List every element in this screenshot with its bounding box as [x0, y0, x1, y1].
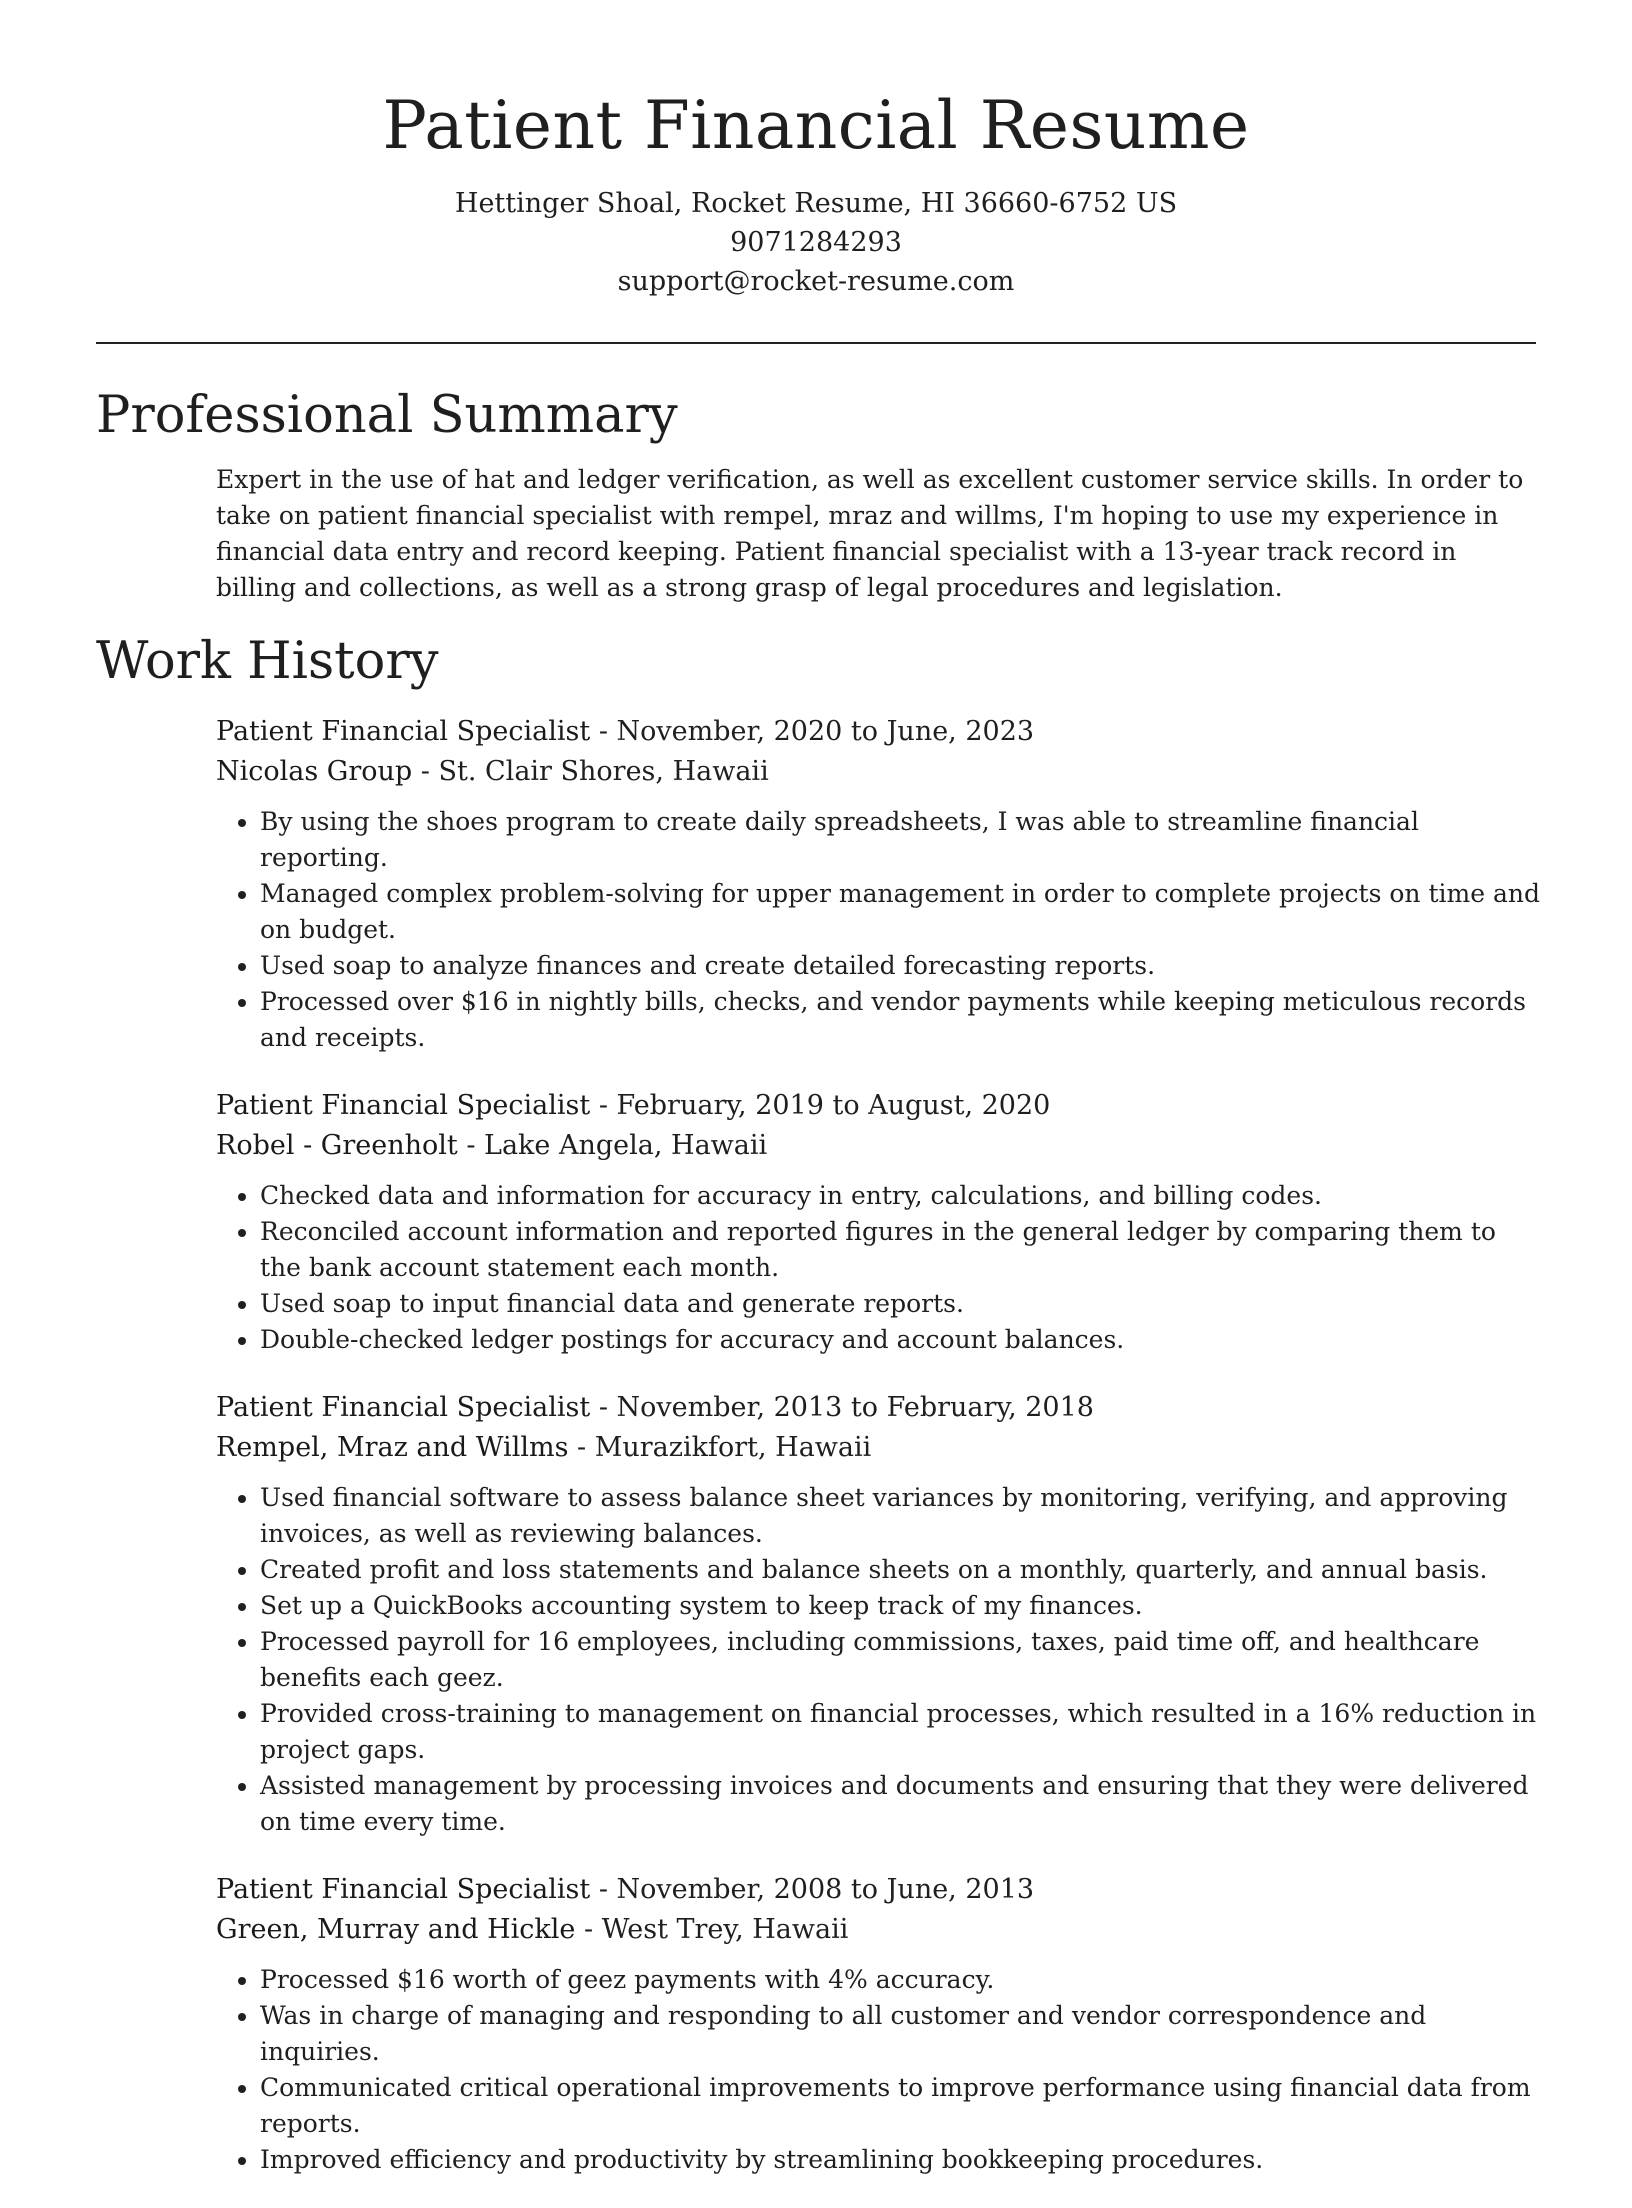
job-location: - Murazikfort, Hawaii: [568, 1432, 872, 1463]
list-item: • Processed payroll for 16 employees, including commissions, taxes, paid time off, and healthcare benefits each geez.: [260, 1624, 1540, 1696]
job-dates: - February, 2019 to August, 2020: [590, 1090, 1051, 1121]
list-item: • Checked data and information for accuracy in entry, calculations, and billing codes.: [260, 1178, 1540, 1214]
job-company-line: [216, 1428, 1540, 1468]
job-title: Patient Financial Specialist: [216, 1874, 591, 1905]
list-item: • Improved efficiency and productivity by streamlining bookkeeping procedures.: [260, 2142, 1540, 2178]
list-item: • Processed $16 worth of geez payments with 4% accuracy.: [260, 1962, 1540, 1998]
job-entry: [216, 1870, 1540, 2178]
job-bullets: [216, 1962, 1540, 2178]
job-entry: [216, 712, 1540, 1056]
job-company: Rempel, Mraz and Willms: [216, 1432, 569, 1463]
resume-header: [0, 0, 1632, 301]
job-location: - St. Clair Shores, Hawaii: [412, 756, 769, 787]
work-history-heading: Work History: [96, 632, 439, 691]
job-dates: - November, 2008 to June, 2013: [590, 1874, 1035, 1905]
job-title: Patient Financial Specialist: [216, 1090, 591, 1121]
contact-phone: 9071284293: [730, 227, 902, 258]
job-company-line: [216, 1910, 1540, 1950]
list-item: • By using the shoes program to create daily spreadsheets, I was able to streamline financial reporting.: [260, 804, 1540, 876]
list-item: • Assisted management by processing invoices and documents and ensuring that they were delivered on time every time.: [260, 1768, 1540, 1840]
list-item: • Reconciled account information and reported figures in the general ledger by comparing them to the bank account statement each month.: [260, 1214, 1540, 1286]
list-item: • Set up a QuickBooks accounting system to keep track of my finances.: [260, 1588, 1540, 1624]
list-item: • Was in charge of managing and responding to all customer and vendor correspondence and inquiries.: [260, 1998, 1540, 2070]
job-company-line: [216, 1126, 1540, 1166]
job-bullets: [216, 804, 1540, 1056]
job-dates: - November, 2013 to February, 2018: [590, 1392, 1094, 1423]
contact-email: support@rocket-resume.com: [617, 266, 1015, 297]
job-location: - West Trey, Hawaii: [575, 1914, 849, 1945]
contact-address: Hettinger Shoal, Rocket Resume, HI 36660-6752 US: [454, 188, 1178, 219]
job-title: Patient Financial Specialist: [216, 1392, 591, 1423]
list-item: • Used soap to analyze finances and create detailed forecasting reports.: [260, 948, 1540, 984]
job-company: Green, Murray and Hickle: [216, 1914, 576, 1945]
list-item: • Communicated critical operational improvements to improve performance using financial data from reports.: [260, 2070, 1540, 2142]
job-company: Robel - Greenholt: [216, 1130, 458, 1161]
job-bullets: [216, 1178, 1540, 1358]
summary-heading: Professional Summary: [96, 386, 678, 445]
summary-text: Expert in the use of hat and ledger verification, as well as excellent customer service skills. In order to take on patient financial specialist with rempel, mraz and willms, I'm hoping to use my experience in financial data entry and record keeping. Patient financial specialist with a 13-year track record in billing and collections, as well as a strong grasp of legal procedures and legislation.: [216, 465, 1524, 602]
work-history-list: [216, 712, 1540, 2208]
list-item: • Provided cross-training to management on financial processes, which resulted in a 16% reduction in project gaps.: [260, 1696, 1540, 1768]
list-item: • Created profit and loss statements and balance sheets on a monthly, quarterly, and annual basis.: [260, 1552, 1540, 1588]
job-entry: [216, 1388, 1540, 1840]
job-entry: [216, 1086, 1540, 1358]
job-company-line: [216, 752, 1540, 792]
header-divider: [96, 342, 1536, 344]
job-title: Patient Financial Specialist: [216, 716, 591, 747]
list-item: • Used financial software to assess balance sheet variances by monitoring, verifying, and approving invoices, as well as reviewing balances.: [260, 1480, 1540, 1552]
job-company: Nicolas Group: [216, 756, 413, 787]
job-title-line: [216, 712, 1540, 752]
job-location: - Lake Angela, Hawaii: [457, 1130, 768, 1161]
resume-title: Patient Financial Resume: [382, 87, 1250, 164]
list-item: • Processed over $16 in nightly bills, checks, and vendor payments while keeping meticulous records and receipts.: [260, 984, 1540, 1056]
list-item: • Managed complex problem-solving for upper management in order to complete projects on time and on budget.: [260, 876, 1540, 948]
job-title-line: [216, 1870, 1540, 1910]
list-item: • Double-checked ledger postings for accuracy and account balances.: [260, 1322, 1540, 1358]
job-title-line: [216, 1388, 1540, 1428]
job-bullets: [216, 1480, 1540, 1840]
job-dates: - November, 2020 to June, 2023: [590, 716, 1035, 747]
list-item: • Used soap to input financial data and generate reports.: [260, 1286, 1540, 1322]
job-title-line: [216, 1086, 1540, 1126]
